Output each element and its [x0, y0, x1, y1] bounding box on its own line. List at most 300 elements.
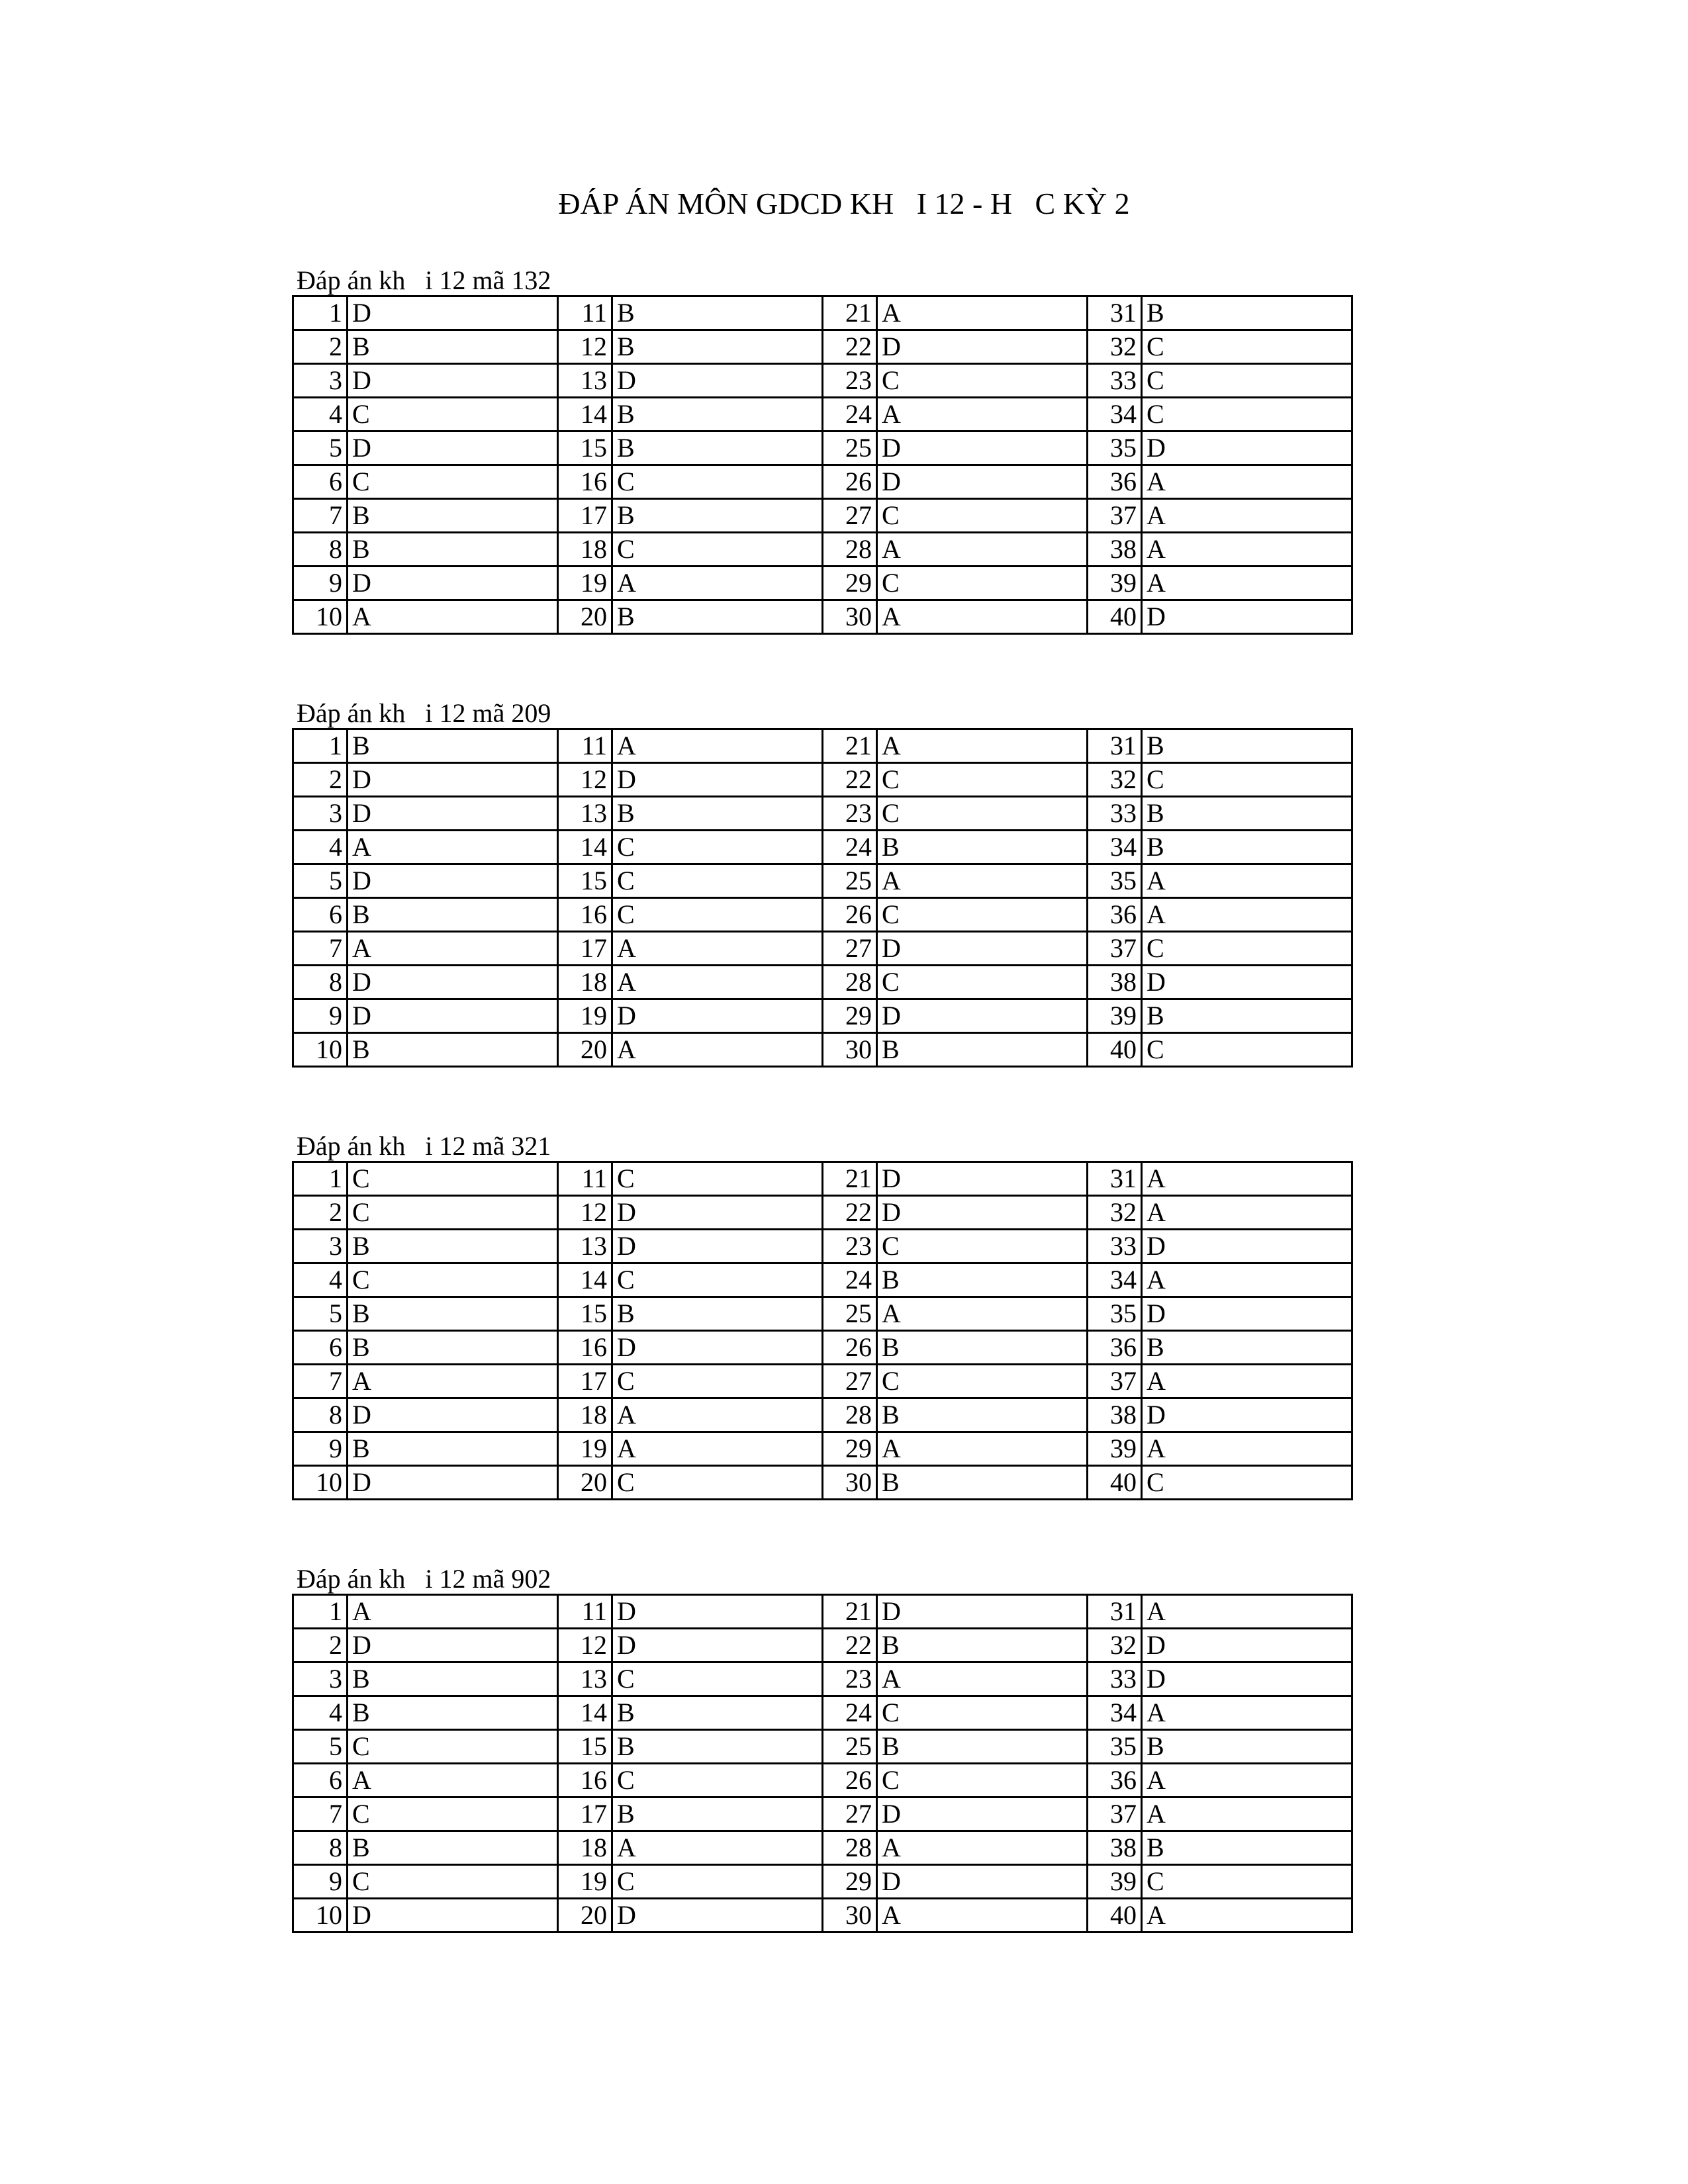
question-number-cell: 5 [293, 1730, 348, 1764]
answer-cell: A [877, 1831, 1088, 1865]
answer-cell: A [877, 533, 1088, 567]
answer-cell: D [1142, 1398, 1352, 1432]
question-number-cell: 4 [293, 1696, 348, 1730]
question-number-cell: 40 [1088, 1899, 1142, 1933]
table-row [293, 499, 1352, 533]
question-number-cell: 22 [823, 763, 877, 797]
answer-cell: D [348, 864, 558, 898]
question-number-cell: 21 [823, 1162, 877, 1196]
table-row [293, 898, 1352, 932]
answer-cell: B [612, 398, 823, 432]
question-number-cell: 2 [293, 1629, 348, 1662]
answer-cell: B [877, 1629, 1088, 1662]
answer-cell: C [612, 898, 823, 932]
question-number-cell: 38 [1088, 1831, 1142, 1865]
answer-cell: B [877, 1331, 1088, 1365]
answer-cell: B [1142, 797, 1352, 831]
answer-cell: B [1142, 1331, 1352, 1365]
question-number-cell: 12 [558, 330, 612, 364]
answer-cell: C [877, 966, 1088, 999]
answer-cell: C [1142, 364, 1352, 398]
question-number-cell: 17 [558, 932, 612, 966]
question-number-cell: 12 [558, 763, 612, 797]
question-number-cell: 32 [1088, 763, 1142, 797]
answer-cell: C [348, 1263, 558, 1297]
table-row [293, 432, 1352, 465]
question-number-cell: 24 [823, 1263, 877, 1297]
answer-cell: A [1142, 499, 1352, 533]
answer-cell: D [612, 1595, 823, 1629]
answer-cell: D [1142, 432, 1352, 465]
answer-cell: B [348, 1831, 558, 1865]
table-row [293, 1797, 1352, 1831]
answer-cell: D [348, 432, 558, 465]
question-number-cell: 23 [823, 364, 877, 398]
question-number-cell: 3 [293, 1230, 348, 1263]
question-number-cell: 39 [1088, 567, 1142, 600]
answer-cell: A [348, 600, 558, 634]
question-number-cell: 39 [1088, 999, 1142, 1033]
question-number-cell: 30 [823, 600, 877, 634]
question-number-cell: 35 [1088, 864, 1142, 898]
answer-cell: A [1142, 1899, 1352, 1933]
question-number-cell: 9 [293, 999, 348, 1033]
table-row [293, 932, 1352, 966]
question-number-cell: 26 [823, 1331, 877, 1365]
answer-table [292, 728, 1353, 1068]
section-label: Đáp án kh i 12 mã 902 [297, 1564, 551, 1594]
question-number-cell: 32 [1088, 1196, 1142, 1230]
answer-cell: C [877, 1696, 1088, 1730]
answer-cell: C [877, 364, 1088, 398]
answer-cell: D [612, 1629, 823, 1662]
question-number-cell: 2 [293, 763, 348, 797]
question-number-cell: 37 [1088, 1365, 1142, 1398]
table-row [293, 1466, 1352, 1500]
question-number-cell: 37 [1088, 499, 1142, 533]
answer-cell: C [1142, 1466, 1352, 1500]
answer-cell: B [1142, 729, 1352, 763]
answer-cell: A [348, 1764, 558, 1797]
answer-cell: C [612, 1662, 823, 1696]
question-number-cell: 21 [823, 1595, 877, 1629]
answer-cell: C [1142, 1865, 1352, 1899]
question-number-cell: 19 [558, 1432, 612, 1466]
question-number-cell: 1 [293, 1162, 348, 1196]
answer-cell: B [348, 499, 558, 533]
question-number-cell: 19 [558, 567, 612, 600]
answer-cell: A [612, 932, 823, 966]
question-number-cell: 6 [293, 898, 348, 932]
question-number-cell: 28 [823, 1831, 877, 1865]
answer-cell: C [612, 1865, 823, 1899]
answer-cell: D [348, 1466, 558, 1500]
question-number-cell: 18 [558, 1398, 612, 1432]
answer-cell: D [877, 465, 1088, 499]
answer-cell: A [1142, 1797, 1352, 1831]
question-number-cell: 40 [1088, 1466, 1142, 1500]
answer-cell: A [348, 831, 558, 864]
table-row [293, 831, 1352, 864]
question-number-cell: 18 [558, 533, 612, 567]
answer-cell: D [348, 364, 558, 398]
answer-cell: B [348, 1230, 558, 1263]
question-number-cell: 17 [558, 1365, 612, 1398]
question-number-cell: 26 [823, 898, 877, 932]
answer-cell: A [877, 1662, 1088, 1696]
answer-cell: B [612, 296, 823, 330]
question-number-cell: 15 [558, 864, 612, 898]
answer-cell: B [877, 1730, 1088, 1764]
question-number-cell: 27 [823, 499, 877, 533]
question-number-cell: 36 [1088, 1764, 1142, 1797]
table-row [293, 600, 1352, 634]
question-number-cell: 11 [558, 729, 612, 763]
answer-cell: C [612, 1365, 823, 1398]
answer-cell: C [877, 797, 1088, 831]
question-number-cell: 10 [293, 1033, 348, 1067]
answer-cell: C [612, 533, 823, 567]
question-number-cell: 10 [293, 1899, 348, 1933]
question-number-cell: 14 [558, 1696, 612, 1730]
question-number-cell: 20 [558, 1899, 612, 1933]
question-number-cell: 11 [558, 1162, 612, 1196]
table-row [293, 1764, 1352, 1797]
answer-cell: C [1142, 1033, 1352, 1067]
answer-cell: A [1142, 465, 1352, 499]
answer-cell: B [1142, 1730, 1352, 1764]
question-number-cell: 15 [558, 432, 612, 465]
question-number-cell: 29 [823, 1432, 877, 1466]
question-number-cell: 36 [1088, 465, 1142, 499]
question-number-cell: 9 [293, 1432, 348, 1466]
question-number-cell: 30 [823, 1899, 877, 1933]
table-row [293, 533, 1352, 567]
answer-cell: D [877, 999, 1088, 1033]
answer-cell: B [348, 1331, 558, 1365]
question-number-cell: 34 [1088, 1696, 1142, 1730]
question-number-cell: 35 [1088, 1730, 1142, 1764]
answer-cell: B [877, 1466, 1088, 1500]
answer-cell: C [612, 1162, 823, 1196]
question-number-cell: 9 [293, 567, 348, 600]
answer-cell: A [348, 932, 558, 966]
answer-cell: A [877, 729, 1088, 763]
question-number-cell: 1 [293, 729, 348, 763]
answer-cell: C [612, 1263, 823, 1297]
answer-cell: D [877, 330, 1088, 364]
question-number-cell: 40 [1088, 1033, 1142, 1067]
table-row [293, 864, 1352, 898]
question-number-cell: 28 [823, 966, 877, 999]
answer-cell: A [1142, 1595, 1352, 1629]
question-number-cell: 25 [823, 1297, 877, 1331]
table-row [293, 1263, 1352, 1297]
question-number-cell: 27 [823, 1797, 877, 1831]
table-row [293, 398, 1352, 432]
question-number-cell: 15 [558, 1730, 612, 1764]
question-number-cell: 35 [1088, 432, 1142, 465]
answer-cell: B [348, 1662, 558, 1696]
answer-cell: B [612, 600, 823, 634]
question-number-cell: 11 [558, 296, 612, 330]
question-number-cell: 27 [823, 932, 877, 966]
question-number-cell: 29 [823, 1865, 877, 1899]
answer-cell: D [348, 999, 558, 1033]
question-number-cell: 10 [293, 600, 348, 634]
table-row [293, 1297, 1352, 1331]
answer-cell: B [612, 432, 823, 465]
answer-table [292, 1594, 1353, 1933]
question-number-cell: 8 [293, 533, 348, 567]
question-number-cell: 36 [1088, 1331, 1142, 1365]
answer-cell: A [877, 600, 1088, 634]
answer-cell: D [348, 1398, 558, 1432]
answer-cell: A [877, 1297, 1088, 1331]
question-number-cell: 32 [1088, 330, 1142, 364]
answer-cell: A [1142, 1696, 1352, 1730]
question-number-cell: 2 [293, 1196, 348, 1230]
answer-cell: C [612, 465, 823, 499]
answer-cell: D [348, 296, 558, 330]
table-row [293, 1331, 1352, 1365]
answer-cell: B [1142, 1831, 1352, 1865]
answer-cell: B [1142, 296, 1352, 330]
answer-cell: A [1142, 1162, 1352, 1196]
table-row [293, 1398, 1352, 1432]
question-number-cell: 15 [558, 1297, 612, 1331]
answer-cell: C [348, 1196, 558, 1230]
question-number-cell: 30 [823, 1033, 877, 1067]
answer-cell: B [612, 1297, 823, 1331]
question-number-cell: 7 [293, 499, 348, 533]
table-row [293, 330, 1352, 364]
answer-cell: C [1142, 398, 1352, 432]
answer-cell: C [612, 1764, 823, 1797]
question-number-cell: 36 [1088, 898, 1142, 932]
question-number-cell: 1 [293, 296, 348, 330]
table-row [293, 1595, 1352, 1629]
question-number-cell: 6 [293, 1331, 348, 1365]
answer-cell: C [1142, 330, 1352, 364]
answer-cell: B [612, 499, 823, 533]
answer-cell: D [1142, 1629, 1352, 1662]
answer-cell: B [348, 729, 558, 763]
answer-cell: A [1142, 533, 1352, 567]
question-number-cell: 37 [1088, 1797, 1142, 1831]
answer-cell: A [612, 729, 823, 763]
question-number-cell: 31 [1088, 296, 1142, 330]
question-number-cell: 40 [1088, 600, 1142, 634]
question-number-cell: 16 [558, 898, 612, 932]
answer-cell: B [348, 1297, 558, 1331]
question-number-cell: 34 [1088, 398, 1142, 432]
answer-cell: D [612, 999, 823, 1033]
answer-cell: D [348, 1629, 558, 1662]
answer-cell: A [612, 567, 823, 600]
answer-cell: D [877, 932, 1088, 966]
table-row [293, 763, 1352, 797]
answer-cell: C [348, 465, 558, 499]
question-number-cell: 39 [1088, 1432, 1142, 1466]
question-number-cell: 39 [1088, 1865, 1142, 1899]
question-number-cell: 29 [823, 999, 877, 1033]
answer-cell: D [348, 567, 558, 600]
answer-cell: B [612, 1696, 823, 1730]
table-row [293, 1730, 1352, 1764]
answer-cell: B [348, 533, 558, 567]
question-number-cell: 5 [293, 432, 348, 465]
answer-cell: B [877, 1033, 1088, 1067]
answer-cell: B [348, 1033, 558, 1067]
question-number-cell: 33 [1088, 797, 1142, 831]
answer-cell: C [348, 1865, 558, 1899]
answer-cell: A [612, 1033, 823, 1067]
answer-cell: B [877, 831, 1088, 864]
question-number-cell: 20 [558, 1033, 612, 1067]
section-label: Đáp án kh i 12 mã 321 [297, 1131, 551, 1161]
question-number-cell: 18 [558, 1831, 612, 1865]
answer-cell: B [612, 1730, 823, 1764]
answer-cell: C [348, 1797, 558, 1831]
question-number-cell: 8 [293, 1398, 348, 1432]
answer-cell: C [877, 567, 1088, 600]
question-number-cell: 2 [293, 330, 348, 364]
question-number-cell: 20 [558, 1466, 612, 1500]
question-number-cell: 29 [823, 567, 877, 600]
answer-cell: A [877, 398, 1088, 432]
answer-cell: D [348, 797, 558, 831]
question-number-cell: 7 [293, 932, 348, 966]
table-row [293, 999, 1352, 1033]
question-number-cell: 32 [1088, 1629, 1142, 1662]
question-number-cell: 20 [558, 600, 612, 634]
table-row [293, 1162, 1352, 1196]
question-number-cell: 38 [1088, 533, 1142, 567]
question-number-cell: 26 [823, 465, 877, 499]
answer-cell: A [612, 1398, 823, 1432]
answer-cell: A [348, 1365, 558, 1398]
answer-cell: A [877, 1899, 1088, 1933]
answer-cell: C [612, 864, 823, 898]
answer-cell: D [877, 1797, 1088, 1831]
answer-cell: D [877, 432, 1088, 465]
answer-cell: D [1142, 1662, 1352, 1696]
question-number-cell: 27 [823, 1365, 877, 1398]
question-number-cell: 13 [558, 797, 612, 831]
answer-cell: D [1142, 600, 1352, 634]
question-number-cell: 25 [823, 1730, 877, 1764]
table-row [293, 1696, 1352, 1730]
answer-cell: D [877, 1162, 1088, 1196]
question-number-cell: 25 [823, 432, 877, 465]
answer-cell: B [348, 1696, 558, 1730]
answer-cell: B [348, 898, 558, 932]
question-number-cell: 14 [558, 831, 612, 864]
answer-cell: C [877, 499, 1088, 533]
question-number-cell: 18 [558, 966, 612, 999]
answer-cell: B [877, 1263, 1088, 1297]
question-number-cell: 4 [293, 398, 348, 432]
question-number-cell: 12 [558, 1196, 612, 1230]
table-row [293, 966, 1352, 999]
question-number-cell: 11 [558, 1595, 612, 1629]
answer-cell: C [348, 398, 558, 432]
table-row [293, 1432, 1352, 1466]
question-number-cell: 37 [1088, 932, 1142, 966]
answer-cell: C [612, 831, 823, 864]
question-number-cell: 5 [293, 1297, 348, 1331]
question-number-cell: 9 [293, 1865, 348, 1899]
answer-cell: B [877, 1398, 1088, 1432]
answer-cell: A [1142, 1764, 1352, 1797]
answer-cell: C [612, 1466, 823, 1500]
page-title: ĐÁP ÁN MÔN GDCD KH I 12 - H C KỲ 2 [558, 187, 1130, 220]
answer-cell: D [348, 1899, 558, 1933]
question-number-cell: 7 [293, 1365, 348, 1398]
table-row [293, 729, 1352, 763]
table-row [293, 1033, 1352, 1067]
answer-cell: D [612, 1899, 823, 1933]
answer-cell: A [1142, 1365, 1352, 1398]
table-row [293, 364, 1352, 398]
question-number-cell: 31 [1088, 1162, 1142, 1196]
answer-cell: C [877, 1230, 1088, 1263]
question-number-cell: 1 [293, 1595, 348, 1629]
question-number-cell: 16 [558, 1764, 612, 1797]
question-number-cell: 38 [1088, 1398, 1142, 1432]
question-number-cell: 23 [823, 1662, 877, 1696]
answer-cell: C [877, 898, 1088, 932]
question-number-cell: 31 [1088, 729, 1142, 763]
table-row [293, 1365, 1352, 1398]
question-number-cell: 19 [558, 999, 612, 1033]
answer-cell: D [1142, 1230, 1352, 1263]
answer-cell: D [612, 763, 823, 797]
answer-cell: D [612, 364, 823, 398]
answer-cell: D [612, 1331, 823, 1365]
answer-cell: C [1142, 932, 1352, 966]
question-number-cell: 3 [293, 364, 348, 398]
table-row [293, 296, 1352, 330]
question-number-cell: 16 [558, 465, 612, 499]
question-number-cell: 3 [293, 1662, 348, 1696]
answer-cell: C [877, 763, 1088, 797]
answer-cell: A [612, 1831, 823, 1865]
answer-cell: D [612, 1230, 823, 1263]
question-number-cell: 17 [558, 1797, 612, 1831]
question-number-cell: 38 [1088, 966, 1142, 999]
table-row [293, 1865, 1352, 1899]
question-number-cell: 24 [823, 831, 877, 864]
table-row [293, 1629, 1352, 1662]
table-row [293, 1831, 1352, 1865]
question-number-cell: 8 [293, 1831, 348, 1865]
answer-cell: B [612, 797, 823, 831]
question-number-cell: 22 [823, 1629, 877, 1662]
question-number-cell: 21 [823, 729, 877, 763]
question-number-cell: 33 [1088, 364, 1142, 398]
question-number-cell: 4 [293, 1263, 348, 1297]
question-number-cell: 34 [1088, 831, 1142, 864]
question-number-cell: 23 [823, 797, 877, 831]
answer-cell: D [612, 1196, 823, 1230]
question-number-cell: 7 [293, 1797, 348, 1831]
answer-cell: D [877, 1595, 1088, 1629]
question-number-cell: 13 [558, 1230, 612, 1263]
question-number-cell: 14 [558, 398, 612, 432]
question-number-cell: 12 [558, 1629, 612, 1662]
